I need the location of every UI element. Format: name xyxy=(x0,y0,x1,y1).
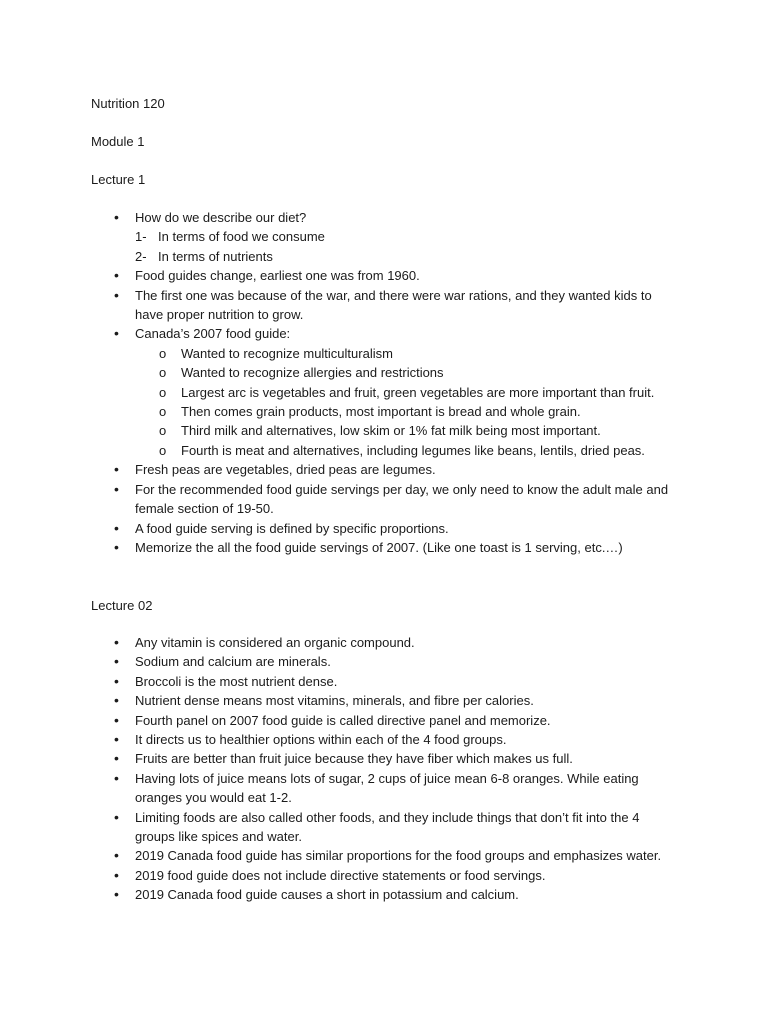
sub-list-item-text: Wanted to recognize multiculturalism xyxy=(181,345,393,361)
list-item xyxy=(0,672,675,691)
circle-bullet-icon: o xyxy=(159,442,167,458)
sub-list-item xyxy=(135,441,656,460)
sub-list-item-text: Largest arc is vegetables and fruit, green vegetables are more important than fruit. xyxy=(181,384,655,400)
item-number: 1- xyxy=(135,229,147,245)
list-item xyxy=(0,866,675,885)
list-item xyxy=(0,885,675,904)
bullet-icon: • xyxy=(114,750,119,767)
lecture-2-list xyxy=(0,633,768,905)
bullet-icon: • xyxy=(114,731,119,748)
bullet-icon: • xyxy=(114,808,119,825)
sub-list-item-text: Fourth is meat and alternatives, including legumes like beans, lentils, dried peas. xyxy=(181,442,645,458)
list-item-text: Fourth panel on 2007 food guide is called directive panel and memorize. xyxy=(135,712,551,728)
sub-list-item xyxy=(135,363,656,382)
bullet-icon: • xyxy=(114,480,119,497)
circle-bullet-icon: o xyxy=(159,423,167,439)
list-item-text: Canada’s 2007 food guide: xyxy=(135,326,291,342)
list-item xyxy=(0,324,675,460)
list-item xyxy=(0,633,675,652)
lecture-1-heading: Lecture 1 xyxy=(91,172,146,187)
bullet-icon: • xyxy=(114,672,119,689)
list-item-text: How do we describe our diet? xyxy=(135,210,307,225)
bullet-icon: • xyxy=(114,209,119,225)
numbered-item xyxy=(135,227,675,246)
list-item-text: Food guides change, earliest one was from 1960. xyxy=(135,268,420,284)
circle-bullet-icon: o xyxy=(159,345,167,361)
list-item-text: Having lots of juice means lots of sugar, 2 cups of juice mean 6-8 oranges. While eating oranges you would eat 1-2. xyxy=(135,770,639,806)
list-item xyxy=(0,538,675,557)
list-item-text: Nutrient dense means most vitamins, minerals, and fibre per calories. xyxy=(135,693,534,709)
sub-list-item xyxy=(135,344,656,363)
sub-list-item xyxy=(135,421,656,440)
bullet-icon: • xyxy=(114,711,119,728)
list-item xyxy=(0,519,675,538)
bullet-icon: • xyxy=(114,692,119,709)
list-item-text: Broccoli is the most nutrient dense. xyxy=(135,673,338,689)
list-item xyxy=(0,808,675,847)
circle-bullet-icon: o xyxy=(159,365,167,381)
list-item xyxy=(0,711,675,730)
list-item-text: 2019 Canada food guide has similar proportions for the food groups and emphasizes water. xyxy=(135,848,662,864)
list-item-text: Fruits are better than fruit juice because they have fiber which makes us full. xyxy=(135,751,573,767)
list-item xyxy=(0,266,675,285)
numbered-item-text: In terms of food we consume xyxy=(158,229,325,245)
lecture-2-heading: Lecture 02 xyxy=(91,598,153,613)
list-item-text: Sodium and calcium are minerals. xyxy=(135,654,331,670)
bullet-icon: • xyxy=(114,461,119,478)
list-item xyxy=(0,749,675,768)
list-item-text: 2019 Canada food guide causes a short in potassium and calcium. xyxy=(135,887,519,903)
bullet-icon: • xyxy=(114,519,119,536)
food-guide-2007-sublist xyxy=(135,344,675,460)
bullet-icon: • xyxy=(114,634,119,650)
circle-bullet-icon: o xyxy=(159,404,167,420)
list-item-text: It directs us to healthier options within each of the 4 food groups. xyxy=(135,732,507,748)
bullet-icon: • xyxy=(114,866,119,883)
list-item-text: For the recommended food guide servings per day, we only need to know the adult male and female section of 19-50. xyxy=(135,481,669,517)
numbered-item xyxy=(135,247,675,266)
list-item-text: Any vitamin is considered an organic compound. xyxy=(135,635,415,650)
list-item xyxy=(0,769,675,808)
list-item xyxy=(0,730,675,749)
module-heading: Module 1 xyxy=(91,134,145,149)
list-item xyxy=(0,480,675,519)
sub-list-item-text: Wanted to recognize allergies and restrictions xyxy=(181,365,444,381)
bullet-icon: • xyxy=(114,538,119,555)
list-item xyxy=(0,652,675,671)
list-item xyxy=(0,208,675,266)
bullet-icon: • xyxy=(114,286,119,303)
sub-list-item-text: Then comes grain products, most important is bread and whole grain. xyxy=(181,404,581,420)
sub-list-item xyxy=(135,383,656,402)
list-item xyxy=(0,286,675,325)
list-item-text: Limiting foods are also called other foods, and they include things that don’t fit into the 4 groups like spices and water. xyxy=(135,809,640,845)
list-item-text: Fresh peas are vegetables, dried peas are legumes. xyxy=(135,462,436,478)
lecture-1-list xyxy=(0,208,768,557)
list-item-text: 2019 food guide does not include directive statements or food servings. xyxy=(135,867,546,883)
bullet-icon: • xyxy=(114,267,119,284)
list-item xyxy=(0,691,675,710)
list-item-text: The first one was because of the war, and there were war rations, and they wanted kids to have proper nutrition to grow. xyxy=(135,287,652,323)
bullet-icon: • xyxy=(114,325,119,342)
numbered-item-text: In terms of nutrients xyxy=(158,248,273,264)
circle-bullet-icon: o xyxy=(159,384,167,400)
list-item-text: A food guide serving is defined by specific proportions. xyxy=(135,520,449,536)
item-number: 2- xyxy=(135,248,147,264)
sub-list-item-text: Third milk and alternatives, low skim or 1% fat milk being most important. xyxy=(181,423,601,439)
list-item-text: Memorize the all the food guide servings of 2007. (Like one toast is 1 serving, etc.…) xyxy=(135,539,623,555)
bullet-icon: • xyxy=(114,769,119,786)
course-title: Nutrition 120 xyxy=(91,96,165,111)
list-item xyxy=(0,846,675,865)
bullet-icon: • xyxy=(114,653,119,670)
sub-list-item xyxy=(135,402,656,421)
bullet-icon: • xyxy=(114,847,119,864)
list-item xyxy=(0,460,675,479)
bullet-icon: • xyxy=(114,886,119,903)
